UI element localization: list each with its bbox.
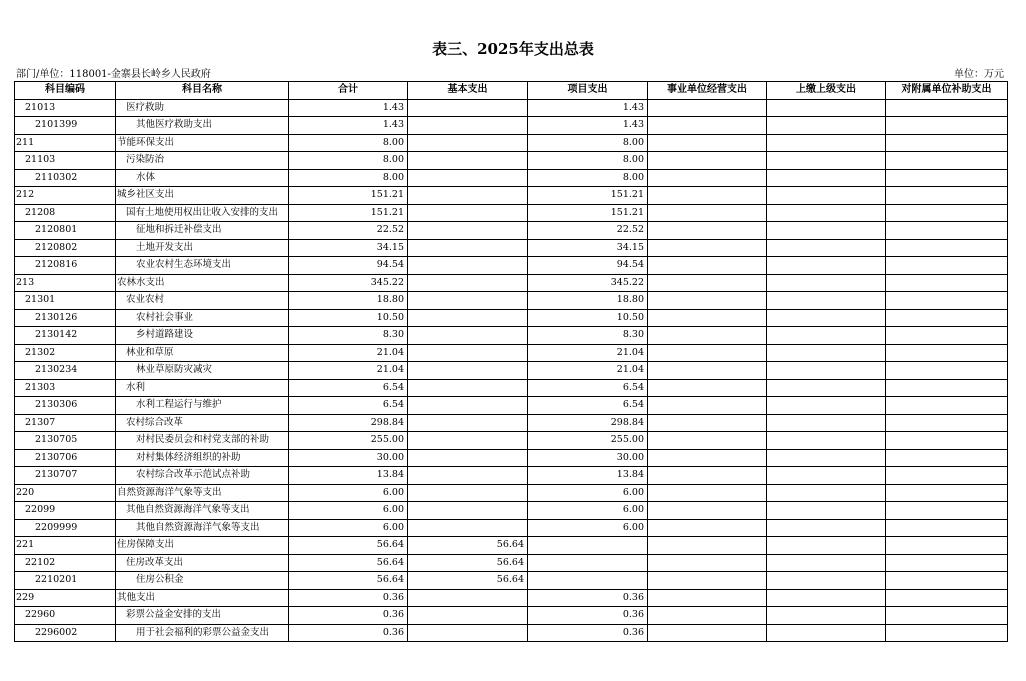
cell-subsidy xyxy=(886,327,1008,345)
cell-upper xyxy=(767,607,886,625)
cell-business xyxy=(648,187,767,205)
cell-upper xyxy=(767,134,886,152)
cell-total: 6.54 xyxy=(289,379,408,397)
cell-total: 0.36 xyxy=(289,589,408,607)
table-row xyxy=(15,484,1008,502)
cell-upper xyxy=(767,502,886,520)
cell-basic xyxy=(408,187,528,205)
cell-upper xyxy=(767,397,886,415)
cell-upper xyxy=(767,519,886,537)
cell-business xyxy=(648,502,767,520)
cell-business xyxy=(648,257,767,275)
cell-project: 10.50 xyxy=(528,309,648,327)
cell-project: 151.21 xyxy=(528,187,648,205)
cell-basic xyxy=(408,274,528,292)
cell-project: 1.43 xyxy=(528,99,648,117)
cell-business xyxy=(648,484,767,502)
cell-code: 229 xyxy=(15,589,116,607)
cell-basic xyxy=(408,467,528,485)
cell-subsidy xyxy=(886,309,1008,327)
table-row xyxy=(15,589,1008,607)
cell-project xyxy=(528,554,648,572)
cell-subsidy xyxy=(886,432,1008,450)
cell-subsidy xyxy=(886,624,1008,642)
cell-business xyxy=(648,134,767,152)
table-row xyxy=(15,169,1008,187)
table-row xyxy=(15,502,1008,520)
cell-name: 农村综合改革示范试点补助 xyxy=(116,467,289,485)
cell-subsidy xyxy=(886,99,1008,117)
table-row xyxy=(15,239,1008,257)
table-row xyxy=(15,292,1008,310)
cell-business xyxy=(648,414,767,432)
cell-basic: 56.64 xyxy=(408,572,528,590)
cell-upper xyxy=(767,624,886,642)
table-header-row xyxy=(15,82,1008,100)
cell-upper xyxy=(767,292,886,310)
table-body xyxy=(15,99,1008,642)
cell-code: 2101399 xyxy=(15,117,116,135)
header-subsidy: 对附属单位补助支出 xyxy=(886,82,1008,100)
cell-name: 其他自然资源海洋气象等支出 xyxy=(116,519,289,537)
cell-total: 94.54 xyxy=(289,257,408,275)
cell-business xyxy=(648,292,767,310)
cell-name: 水利工程运行与维护 xyxy=(116,397,289,415)
cell-basic xyxy=(408,222,528,240)
cell-total: 6.54 xyxy=(289,397,408,415)
cell-project: 8.30 xyxy=(528,327,648,345)
cell-upper xyxy=(767,327,886,345)
cell-code: 21303 xyxy=(15,379,116,397)
cell-subsidy xyxy=(886,589,1008,607)
cell-total: 21.04 xyxy=(289,362,408,380)
table-row xyxy=(15,572,1008,590)
cell-basic xyxy=(408,502,528,520)
cell-business xyxy=(648,572,767,590)
cell-basic xyxy=(408,362,528,380)
cell-project: 6.00 xyxy=(528,484,648,502)
table-row xyxy=(15,432,1008,450)
cell-code: 21013 xyxy=(15,99,116,117)
cell-basic xyxy=(408,379,528,397)
cell-business xyxy=(648,449,767,467)
cell-total: 13.84 xyxy=(289,467,408,485)
cell-upper xyxy=(767,432,886,450)
table-row xyxy=(15,467,1008,485)
cell-business xyxy=(648,169,767,187)
header-business: 事业单位经营支出 xyxy=(648,82,767,100)
cell-upper xyxy=(767,99,886,117)
cell-total: 0.36 xyxy=(289,624,408,642)
cell-code: 2209999 xyxy=(15,519,116,537)
cell-code: 211 xyxy=(15,134,116,152)
cell-upper xyxy=(767,257,886,275)
cell-total: 56.64 xyxy=(289,537,408,555)
cell-total: 8.00 xyxy=(289,152,408,170)
cell-project: 21.04 xyxy=(528,344,648,362)
cell-subsidy xyxy=(886,379,1008,397)
cell-total: 6.00 xyxy=(289,502,408,520)
cell-total: 151.21 xyxy=(289,187,408,205)
cell-total: 6.00 xyxy=(289,519,408,537)
cell-business xyxy=(648,327,767,345)
cell-name: 其他自然资源海洋气象等支出 xyxy=(116,502,289,520)
cell-project: 18.80 xyxy=(528,292,648,310)
cell-code: 2130126 xyxy=(15,309,116,327)
cell-upper xyxy=(767,449,886,467)
table-row xyxy=(15,309,1008,327)
cell-upper xyxy=(767,537,886,555)
header-upper: 上缴上级支出 xyxy=(767,82,886,100)
cell-upper xyxy=(767,467,886,485)
cell-subsidy xyxy=(886,344,1008,362)
cell-basic xyxy=(408,519,528,537)
cell-code: 2296002 xyxy=(15,624,116,642)
cell-business xyxy=(648,309,767,327)
cell-name: 农业农村生态环境支出 xyxy=(116,257,289,275)
table-row xyxy=(15,554,1008,572)
table-row xyxy=(15,99,1008,117)
cell-business xyxy=(648,519,767,537)
cell-name: 水利 xyxy=(116,379,289,397)
cell-subsidy xyxy=(886,607,1008,625)
table-row xyxy=(15,187,1008,205)
cell-code: 22099 xyxy=(15,502,116,520)
cell-subsidy xyxy=(886,134,1008,152)
table-row xyxy=(15,607,1008,625)
cell-subsidy xyxy=(886,397,1008,415)
cell-code: 22960 xyxy=(15,607,116,625)
cell-name: 住房保障支出 xyxy=(116,537,289,555)
cell-upper xyxy=(767,117,886,135)
cell-name: 其他支出 xyxy=(116,589,289,607)
cell-name: 对村民委员会和村党支部的补助 xyxy=(116,432,289,450)
cell-total: 21.04 xyxy=(289,344,408,362)
table-row xyxy=(15,397,1008,415)
cell-total: 30.00 xyxy=(289,449,408,467)
cell-total: 10.50 xyxy=(289,309,408,327)
cell-basic: 56.64 xyxy=(408,554,528,572)
cell-total: 8.00 xyxy=(289,134,408,152)
cell-total: 56.64 xyxy=(289,554,408,572)
cell-business xyxy=(648,362,767,380)
cell-code: 21307 xyxy=(15,414,116,432)
cell-project: 34.15 xyxy=(528,239,648,257)
cell-name: 征地和拆迁补偿支出 xyxy=(116,222,289,240)
cell-basic xyxy=(408,152,528,170)
cell-code: 2130142 xyxy=(15,327,116,345)
cell-name: 对村集体经济组织的补助 xyxy=(116,449,289,467)
cell-business xyxy=(648,607,767,625)
cell-total: 18.80 xyxy=(289,292,408,310)
cell-business xyxy=(648,624,767,642)
expenditure-table xyxy=(14,81,1008,642)
cell-code: 213 xyxy=(15,274,116,292)
cell-business xyxy=(648,344,767,362)
cell-code: 2130234 xyxy=(15,362,116,380)
cell-upper xyxy=(767,589,886,607)
cell-basic xyxy=(408,414,528,432)
cell-code: 2120801 xyxy=(15,222,116,240)
cell-project: 13.84 xyxy=(528,467,648,485)
cell-project xyxy=(528,537,648,555)
cell-subsidy xyxy=(886,274,1008,292)
cell-business xyxy=(648,432,767,450)
table-row xyxy=(15,152,1008,170)
table-row xyxy=(15,379,1008,397)
cell-project: 94.54 xyxy=(528,257,648,275)
cell-basic xyxy=(408,204,528,222)
cell-code: 21301 xyxy=(15,292,116,310)
cell-basic xyxy=(408,607,528,625)
cell-code: 21103 xyxy=(15,152,116,170)
cell-business xyxy=(648,99,767,117)
cell-name: 林业草原防灾减灾 xyxy=(116,362,289,380)
cell-subsidy xyxy=(886,502,1008,520)
cell-business xyxy=(648,274,767,292)
cell-name: 节能环保支出 xyxy=(116,134,289,152)
cell-basic xyxy=(408,432,528,450)
cell-total: 8.30 xyxy=(289,327,408,345)
table-row xyxy=(15,519,1008,537)
cell-upper xyxy=(767,152,886,170)
cell-code: 2210201 xyxy=(15,572,116,590)
cell-total: 255.00 xyxy=(289,432,408,450)
cell-name: 乡村道路建设 xyxy=(116,327,289,345)
header-total: 合计 xyxy=(289,82,408,100)
table-row xyxy=(15,537,1008,555)
cell-business xyxy=(648,397,767,415)
cell-total: 1.43 xyxy=(289,99,408,117)
cell-upper xyxy=(767,414,886,432)
cell-basic xyxy=(408,292,528,310)
cell-code: 2120816 xyxy=(15,257,116,275)
cell-code: 220 xyxy=(15,484,116,502)
cell-subsidy xyxy=(886,449,1008,467)
cell-subsidy xyxy=(886,572,1008,590)
table-row xyxy=(15,414,1008,432)
cell-total: 151.21 xyxy=(289,204,408,222)
cell-basic xyxy=(408,327,528,345)
cell-name: 农村综合改革 xyxy=(116,414,289,432)
cell-upper xyxy=(767,379,886,397)
cell-subsidy xyxy=(886,117,1008,135)
cell-project: 0.36 xyxy=(528,624,648,642)
cell-basic xyxy=(408,169,528,187)
cell-subsidy xyxy=(886,362,1008,380)
cell-name: 自然资源海洋气象等支出 xyxy=(116,484,289,502)
cell-basic xyxy=(408,449,528,467)
cell-subsidy xyxy=(886,414,1008,432)
cell-subsidy xyxy=(886,204,1008,222)
cell-total: 22.52 xyxy=(289,222,408,240)
table-row xyxy=(15,204,1008,222)
cell-subsidy xyxy=(886,169,1008,187)
cell-project: 8.00 xyxy=(528,134,648,152)
cell-code: 2130706 xyxy=(15,449,116,467)
cell-total: 8.00 xyxy=(289,169,408,187)
cell-upper xyxy=(767,484,886,502)
cell-basic: 56.64 xyxy=(408,537,528,555)
header-name: 科目名称 xyxy=(116,82,289,100)
cell-business xyxy=(648,379,767,397)
cell-project: 0.36 xyxy=(528,589,648,607)
cell-project: 22.52 xyxy=(528,222,648,240)
cell-total: 1.43 xyxy=(289,117,408,135)
cell-upper xyxy=(767,362,886,380)
cell-name: 住房改革支出 xyxy=(116,554,289,572)
cell-project: 151.21 xyxy=(528,204,648,222)
cell-business xyxy=(648,239,767,257)
cell-name: 林业和草原 xyxy=(116,344,289,362)
cell-project: 8.00 xyxy=(528,152,648,170)
cell-code: 21208 xyxy=(15,204,116,222)
header-project: 项目支出 xyxy=(528,82,648,100)
cell-subsidy xyxy=(886,222,1008,240)
cell-total: 345.22 xyxy=(289,274,408,292)
cell-subsidy xyxy=(886,257,1008,275)
cell-name: 用于社会福利的彩票公益金支出 xyxy=(116,624,289,642)
cell-code: 2130705 xyxy=(15,432,116,450)
cell-basic xyxy=(408,484,528,502)
cell-total: 6.00 xyxy=(289,484,408,502)
cell-project: 1.43 xyxy=(528,117,648,135)
cell-total: 56.64 xyxy=(289,572,408,590)
cell-name: 其他医疗救助支出 xyxy=(116,117,289,135)
unit-label: 单位：万元 xyxy=(954,69,1004,80)
table-row xyxy=(15,134,1008,152)
cell-project xyxy=(528,572,648,590)
cell-name: 土地开发支出 xyxy=(116,239,289,257)
cell-basic xyxy=(408,257,528,275)
cell-basic xyxy=(408,99,528,117)
table-row xyxy=(15,257,1008,275)
cell-upper xyxy=(767,169,886,187)
cell-code: 212 xyxy=(15,187,116,205)
cell-subsidy xyxy=(886,537,1008,555)
cell-total: 298.84 xyxy=(289,414,408,432)
cell-basic xyxy=(408,309,528,327)
cell-code: 22102 xyxy=(15,554,116,572)
cell-upper xyxy=(767,204,886,222)
cell-project: 0.36 xyxy=(528,607,648,625)
table-row xyxy=(15,449,1008,467)
cell-upper xyxy=(767,572,886,590)
cell-project: 6.00 xyxy=(528,502,648,520)
cell-subsidy xyxy=(886,292,1008,310)
cell-project: 6.54 xyxy=(528,397,648,415)
cell-project: 255.00 xyxy=(528,432,648,450)
cell-project: 8.00 xyxy=(528,169,648,187)
cell-project: 6.00 xyxy=(528,519,648,537)
cell-code: 21302 xyxy=(15,344,116,362)
cell-name: 彩票公益金安排的支出 xyxy=(116,607,289,625)
page-title: 表三、2025年支出总表 xyxy=(432,40,594,58)
cell-total: 34.15 xyxy=(289,239,408,257)
department-label: 部门/单位：118001-金寨县长岭乡人民政府 xyxy=(16,69,211,80)
cell-code: 221 xyxy=(15,537,116,555)
cell-name: 住房公积金 xyxy=(116,572,289,590)
cell-basic xyxy=(408,589,528,607)
table-row xyxy=(15,274,1008,292)
cell-project: 298.84 xyxy=(528,414,648,432)
cell-subsidy xyxy=(886,519,1008,537)
cell-business xyxy=(648,152,767,170)
table-row xyxy=(15,117,1008,135)
header-basic: 基本支出 xyxy=(408,82,528,100)
cell-code: 2110302 xyxy=(15,169,116,187)
cell-basic xyxy=(408,344,528,362)
cell-project: 345.22 xyxy=(528,274,648,292)
cell-name: 水体 xyxy=(116,169,289,187)
cell-upper xyxy=(767,344,886,362)
cell-business xyxy=(648,554,767,572)
table-row xyxy=(15,327,1008,345)
cell-code: 2130707 xyxy=(15,467,116,485)
cell-name: 农村社会事业 xyxy=(116,309,289,327)
cell-upper xyxy=(767,309,886,327)
cell-name: 医疗救助 xyxy=(116,99,289,117)
cell-business xyxy=(648,117,767,135)
table-row xyxy=(15,222,1008,240)
cell-project: 21.04 xyxy=(528,362,648,380)
cell-project: 6.54 xyxy=(528,379,648,397)
cell-code: 2130306 xyxy=(15,397,116,415)
cell-name: 农业农村 xyxy=(116,292,289,310)
cell-project: 30.00 xyxy=(528,449,648,467)
table-row xyxy=(15,362,1008,380)
cell-upper xyxy=(767,239,886,257)
cell-subsidy xyxy=(886,484,1008,502)
cell-business xyxy=(648,589,767,607)
header-code: 科目编码 xyxy=(15,82,116,100)
cell-business xyxy=(648,204,767,222)
cell-total: 0.36 xyxy=(289,607,408,625)
cell-basic xyxy=(408,624,528,642)
cell-basic xyxy=(408,134,528,152)
cell-basic xyxy=(408,239,528,257)
cell-business xyxy=(648,222,767,240)
cell-business xyxy=(648,537,767,555)
cell-upper xyxy=(767,187,886,205)
cell-subsidy xyxy=(886,467,1008,485)
cell-basic xyxy=(408,397,528,415)
cell-code: 2120802 xyxy=(15,239,116,257)
cell-name: 污染防治 xyxy=(116,152,289,170)
cell-name: 农林水支出 xyxy=(116,274,289,292)
cell-subsidy xyxy=(886,152,1008,170)
table-row xyxy=(15,624,1008,642)
cell-basic xyxy=(408,117,528,135)
cell-business xyxy=(648,467,767,485)
cell-upper xyxy=(767,274,886,292)
table-row xyxy=(15,344,1008,362)
cell-subsidy xyxy=(886,187,1008,205)
cell-name: 城乡社区支出 xyxy=(116,187,289,205)
cell-subsidy xyxy=(886,554,1008,572)
cell-name: 国有土地使用权出让收入安排的支出 xyxy=(116,204,289,222)
cell-subsidy xyxy=(886,239,1008,257)
cell-upper xyxy=(767,554,886,572)
cell-upper xyxy=(767,222,886,240)
